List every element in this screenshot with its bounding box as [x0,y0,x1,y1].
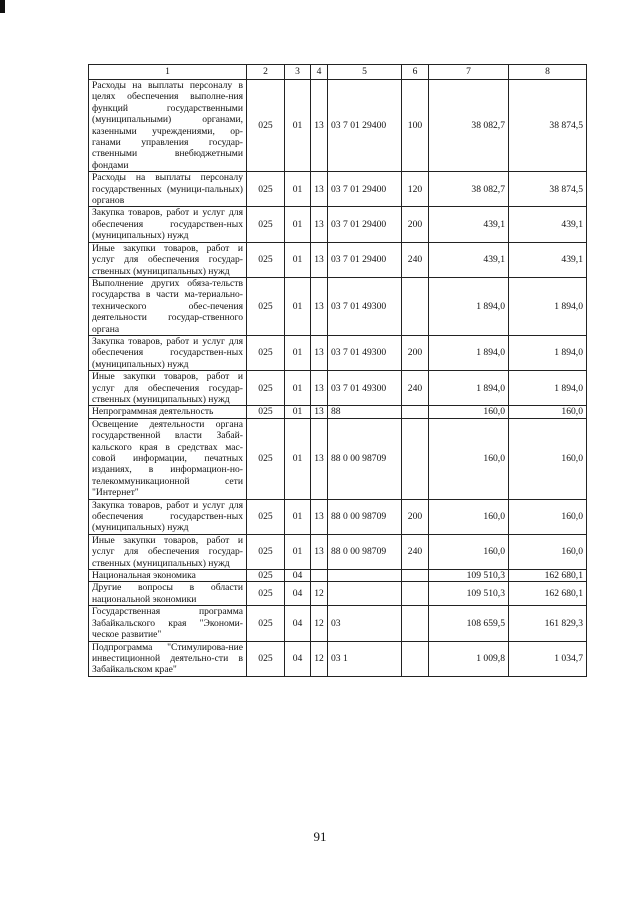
subsection-cell: 13 [311,335,328,370]
amount-year2-cell: 439,1 [509,207,587,242]
target-article-cell [328,582,402,606]
row-name-cell: Непрограммная деятельность [89,406,247,418]
subsection-cell: 13 [311,418,328,499]
target-article-cell: 03 7 01 29400 [328,207,402,242]
subsection-cell: 13 [311,534,328,569]
target-article-cell: 88 0 00 98709 [328,534,402,569]
subsection-cell: 13 [311,80,328,172]
amount-year1-cell: 160,0 [429,499,509,534]
subsection-cell [311,570,328,582]
expense-type-cell [402,641,429,676]
section-cell: 01 [285,242,311,277]
table-row [89,499,587,534]
section-cell: 01 [285,499,311,534]
section-cell: 01 [285,172,311,207]
target-article-cell: 88 0 00 98709 [328,499,402,534]
expense-type-cell: 200 [402,499,429,534]
table-row [89,606,587,641]
amount-year2-cell: 160,0 [509,418,587,499]
admin-code-cell: 025 [247,406,285,418]
section-cell: 04 [285,582,311,606]
amount-year2-cell: 38 874,5 [509,80,587,172]
row-name-cell: Освещение деятельности органа государственной власти Забай-кальского края в средствах мас-совой информации, печатных изданиях, в информацион-но-телекоммуникационной сети "Интернет" [89,418,247,499]
target-article-cell: 03 7 01 49300 [328,371,402,406]
header-cell: 8 [509,65,587,80]
target-article-cell [328,570,402,582]
amount-year1-cell: 1 894,0 [429,277,509,335]
amount-year2-cell: 38 874,5 [509,172,587,207]
expense-type-cell: 120 [402,172,429,207]
target-article-cell: 88 [328,406,402,418]
section-cell: 01 [285,80,311,172]
header-cell: 7 [429,65,509,80]
header-cell: 6 [402,65,429,80]
subsection-cell: 13 [311,499,328,534]
table-row [89,582,587,606]
admin-code-cell: 025 [247,80,285,172]
admin-code-cell: 025 [247,418,285,499]
amount-year1-cell: 439,1 [429,207,509,242]
admin-code-cell: 025 [247,172,285,207]
row-name-cell: Другие вопросы в области национальной экономики [89,582,247,606]
amount-year2-cell: 1 894,0 [509,335,587,370]
section-cell: 04 [285,606,311,641]
admin-code-cell: 025 [247,371,285,406]
expense-type-cell [402,570,429,582]
header-cell: 5 [328,65,402,80]
table-header-row [89,65,587,80]
amount-year1-cell: 1 894,0 [429,371,509,406]
expense-type-cell [402,418,429,499]
admin-code-cell: 025 [247,277,285,335]
amount-year2-cell: 162 680,1 [509,582,587,606]
amount-year1-cell: 109 510,3 [429,582,509,606]
amount-year2-cell: 162 680,1 [509,570,587,582]
amount-year1-cell: 160,0 [429,534,509,569]
header-cell: 3 [285,65,311,80]
admin-code-cell: 025 [247,335,285,370]
amount-year2-cell: 1 894,0 [509,277,587,335]
target-article-cell: 03 7 01 29400 [328,172,402,207]
admin-code-cell: 025 [247,641,285,676]
expense-type-cell: 240 [402,534,429,569]
row-name-cell: Закупка товаров, работ и услуг для обеспечения государствен-ных (муниципальных) нужд [89,335,247,370]
table-row [89,277,587,335]
header-cell: 1 [89,65,247,80]
row-name-cell: Иные закупки товаров, работ и услуг для обеспечения государ-ственных (муниципальных) нужд [89,534,247,569]
amount-year1-cell: 38 082,7 [429,80,509,172]
amount-year1-cell: 439,1 [429,242,509,277]
table-row [89,242,587,277]
amount-year1-cell: 160,0 [429,418,509,499]
amount-year2-cell: 160,0 [509,406,587,418]
amount-year2-cell: 1 894,0 [509,371,587,406]
table-row [89,570,587,582]
expense-type-cell [402,406,429,418]
row-name-cell: Расходы на выплаты персоналу государственных (муници-пальных) органов [89,172,247,207]
admin-code-cell: 025 [247,207,285,242]
amount-year1-cell: 38 082,7 [429,172,509,207]
row-name-cell: Государственная программа Забайкальского края "Экономи-ческое развитие" [89,606,247,641]
expense-type-cell: 200 [402,207,429,242]
page-number: 91 [313,829,327,844]
admin-code-cell: 025 [247,606,285,641]
section-cell: 04 [285,641,311,676]
row-name-cell: Иные закупки товаров, работ и услуг для обеспечения государ-ственных (муниципальных) нужд [89,242,247,277]
row-name-cell: Закупка товаров, работ и услуг для обеспечения государствен-ных (муниципальных) нужд [89,207,247,242]
target-article-cell: 03 7 01 29400 [328,242,402,277]
target-article-cell: 03 7 01 49300 [328,335,402,370]
header-cell: 4 [311,65,328,80]
subsection-cell: 13 [311,242,328,277]
row-name-cell: Национальная экономика [89,570,247,582]
subsection-cell: 13 [311,172,328,207]
budget-table [88,64,587,677]
amount-year1-cell: 1 894,0 [429,335,509,370]
amount-year2-cell: 439,1 [509,242,587,277]
expense-type-cell: 200 [402,335,429,370]
table-row [89,534,587,569]
target-article-cell: 03 7 01 29400 [328,80,402,172]
admin-code-cell: 025 [247,242,285,277]
table-row [89,172,587,207]
row-name-cell: Иные закупки товаров, работ и услуг для обеспечения государ-ственных (муниципальных) нужд [89,371,247,406]
row-name-cell: Подпрограмма "Стимулирова-ние инвестиционной деятельно-сти в Забайкальском крае" [89,641,247,676]
section-cell: 01 [285,277,311,335]
row-name-cell: Выполнение других обяза-тельств государства в части ма-териально-технического обес-печения деятельности государ-ственного органа [89,277,247,335]
expense-type-cell [402,277,429,335]
section-cell: 01 [285,418,311,499]
table-row [89,80,587,172]
expense-type-cell: 240 [402,242,429,277]
table-row [89,406,587,418]
section-cell: 01 [285,371,311,406]
expense-type-cell: 240 [402,371,429,406]
table-row [89,641,587,676]
subsection-cell: 13 [311,207,328,242]
target-article-cell: 88 0 00 98709 [328,418,402,499]
expense-type-cell [402,606,429,641]
section-cell: 01 [285,406,311,418]
subsection-cell: 12 [311,606,328,641]
admin-code-cell: 025 [247,570,285,582]
header-cell: 2 [247,65,285,80]
expense-type-cell: 100 [402,80,429,172]
section-cell: 01 [285,534,311,569]
amount-year1-cell: 109 510,3 [429,570,509,582]
row-name-cell: Закупка товаров, работ и услуг для обеспечения государствен-ных (муниципальных) нужд [89,499,247,534]
admin-code-cell: 025 [247,499,285,534]
section-cell: 04 [285,570,311,582]
table-row [89,418,587,499]
table-body [89,80,587,677]
scan-edge-mark [0,0,5,13]
amount-year2-cell: 160,0 [509,499,587,534]
section-cell: 01 [285,335,311,370]
amount-year2-cell: 160,0 [509,534,587,569]
amount-year1-cell: 160,0 [429,406,509,418]
subsection-cell: 13 [311,277,328,335]
section-cell: 01 [285,207,311,242]
amount-year2-cell: 161 829,3 [509,606,587,641]
admin-code-cell: 025 [247,582,285,606]
amount-year1-cell: 108 659,5 [429,606,509,641]
admin-code-cell: 025 [247,534,285,569]
subsection-cell: 12 [311,582,328,606]
target-article-cell: 03 7 01 49300 [328,277,402,335]
target-article-cell: 03 1 [328,641,402,676]
table-row [89,371,587,406]
subsection-cell: 12 [311,641,328,676]
table-row [89,207,587,242]
subsection-cell: 13 [311,371,328,406]
table-row [89,335,587,370]
subsection-cell: 13 [311,406,328,418]
expense-type-cell [402,582,429,606]
row-name-cell: Расходы на выплаты персоналу в целях обеспечения выполне-ния функций государственными (муниципальными) органами, казенными учреждениями, ор-ганами управления государ-ственными внебюджетными фондами [89,80,247,172]
target-article-cell: 03 [328,606,402,641]
amount-year1-cell: 1 009,8 [429,641,509,676]
amount-year2-cell: 1 034,7 [509,641,587,676]
